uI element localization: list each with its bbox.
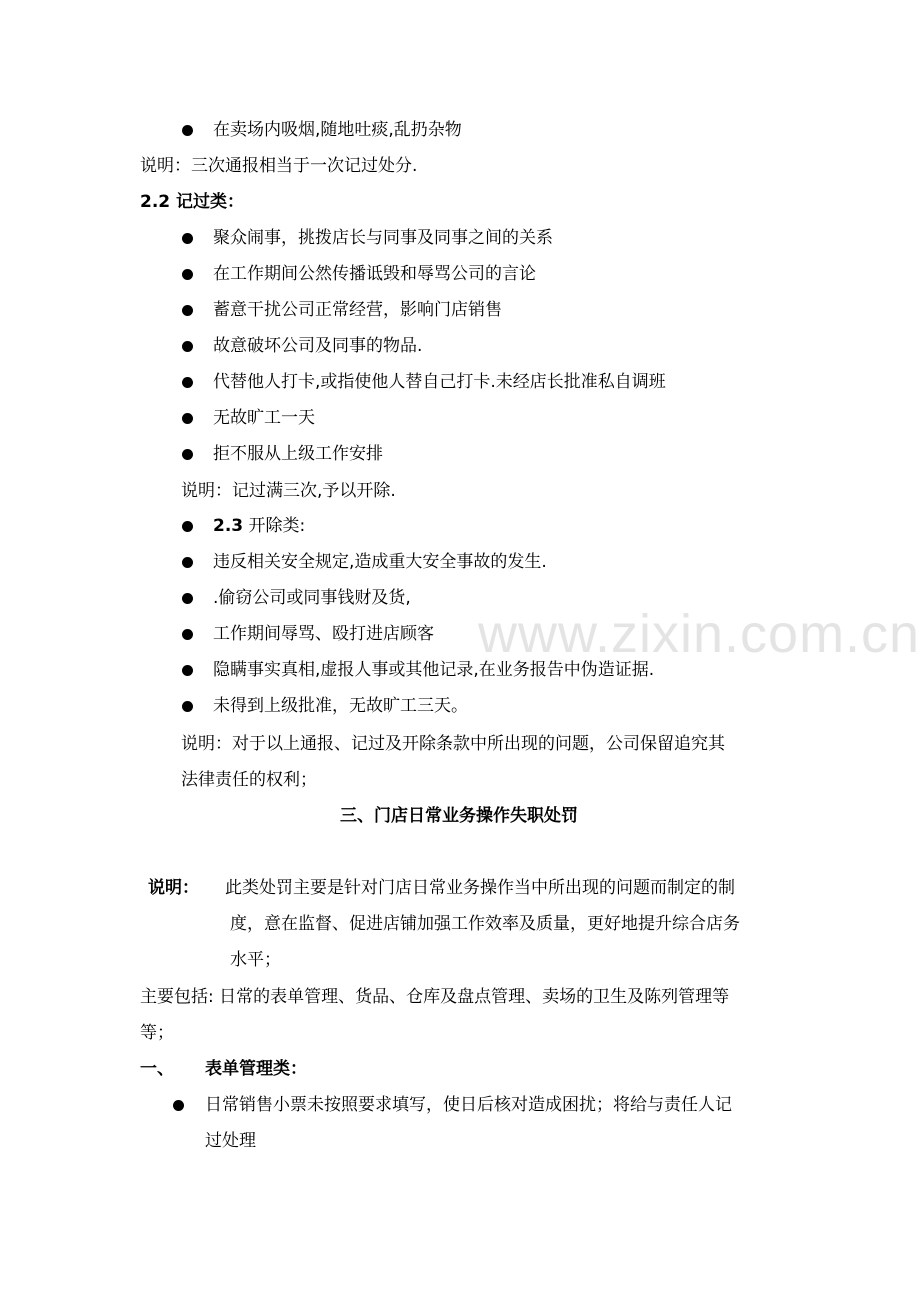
bullet-icon [182,377,193,388]
list-item: 代替他人打卡,或指使他人替自己打卡.未经店长批准私自调班 [213,372,666,392]
section-heading [213,514,305,538]
bullet-icon [182,125,193,136]
main-scope-text: 主要包括: 日常的表单管理、货品、仓库及盘点管理、卖场的卫生及陈列管理等 [140,987,730,1007]
note-text: 说明：三次通报相当于一次记过处分. [140,156,418,176]
bullet-icon [182,341,193,352]
list-item: 聚众闹事，挑拨店长与同事及同事之间的关系 [213,228,553,248]
explain-text: 水平； [230,950,281,970]
list-item: 蓄意干扰公司正常经营，影响门店销售 [213,300,502,320]
bullet-icon [182,557,193,568]
list-item: 日常销售小票未按照要求填写，使日后核对造成困扰；将给与责任人记 [205,1095,732,1115]
main-scope-text: 等； [140,1023,174,1043]
bullet-icon [182,233,193,244]
list-item: 无故旷工一天 [213,408,315,428]
list-item: 违反相关安全规定,造成重大安全事故的发生. [213,552,547,572]
list-item: 隐瞒事实真相,虚报人事或其他记录,在业务报告中伪造证据. [213,660,655,680]
bullet-icon [182,305,193,316]
subsection-number: 一、 [140,1059,174,1079]
bullet-icon [182,413,193,424]
subsection-title: 表单管理类： [205,1059,307,1079]
explain-text: 此类处罚主要是针对门店日常业务操作当中所出现的问题而制定的制 [225,878,735,898]
bullet-icon [182,629,193,640]
list-item: 故意破坏公司及同事的物品. [213,336,423,356]
bullet-icon [182,269,193,280]
section-number: 2.3 [213,516,244,536]
explain-label: 说明： [148,878,199,898]
bullet-icon [182,665,193,676]
note-text: 说明：对于以上通报、记过及开除条款中所出现的问题，公司保留追究其 [181,734,725,754]
bullet-icon [182,701,193,712]
list-item-continuation: 过处理 [205,1131,256,1151]
list-item: 在工作期间公然传播诋毁和辱骂公司的言论 [213,264,536,284]
bullet-icon [182,593,193,604]
list-item: 工作期间辱骂、殴打进店顾客 [213,624,434,644]
list-item: .偷窃公司或同事钱财及货, [213,588,411,608]
section-heading-text: 开除类: [248,516,306,536]
bullet-icon [173,1100,184,1111]
section-heading: 2.2 记过类： [140,192,245,212]
list-item: 拒不服从上级工作安排 [213,444,383,464]
bullet-icon [182,449,193,460]
note-text: 法律责任的权利； [181,770,317,790]
section-title: 三、门店日常业务操作失职处罚 [340,806,578,826]
list-item: 在卖场内吸烟,随地吐痰,乱扔杂物 [213,120,462,140]
watermark: www.zixin.com.cn [478,604,920,664]
note-text: 说明：记过满三次,予以开除. [181,481,396,501]
explain-text: 度，意在监督、促进店铺加强工作效率及质量，更好地提升综合店务 [230,914,740,934]
bullet-icon [182,521,193,532]
list-item: 未得到上级批准，无故旷工三天。 [213,696,468,716]
